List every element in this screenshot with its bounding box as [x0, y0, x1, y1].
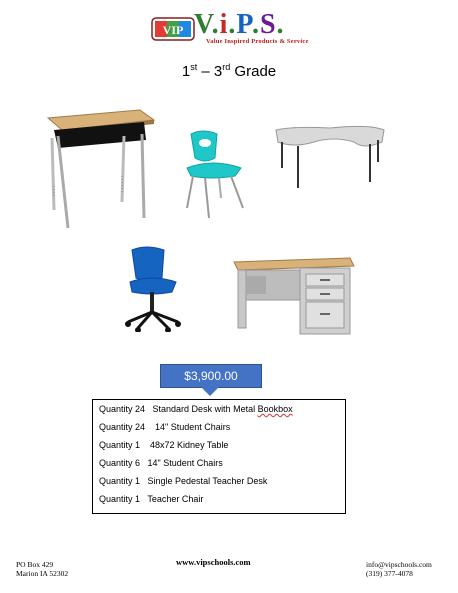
footer-website[interactable]: www.vipschools.com — [176, 557, 251, 567]
teacher-desk-image — [232, 256, 356, 338]
list-item: Quantity 1 Single Pedestal Teacher Desk — [99, 476, 268, 486]
logo-wordmark: V.i.P.S. — [194, 9, 285, 40]
teacher-chair-image — [124, 244, 182, 332]
address-line: Marion IA 52302 — [16, 569, 69, 578]
list-item: Quantity 24 14" Student Chairs — [99, 422, 231, 432]
address-line: PO Box 429 — [16, 560, 54, 569]
list-item: Quantity 6 14" Student Chairs — [99, 458, 223, 468]
logo-tagline: Value Inspired Products & Service — [206, 38, 309, 45]
footer-contact — [366, 560, 432, 578]
student-chair-teal-image — [183, 128, 245, 220]
list-item: Quantity 1 Teacher Chair — [99, 494, 204, 504]
footer-email[interactable]: info@vipschools.com — [366, 560, 432, 569]
price-callout: $3,900.00 — [160, 364, 262, 388]
student-desk-image — [44, 106, 156, 230]
list-item: Quantity 24 Standard Desk with Metal Bookbox — [99, 404, 293, 414]
badge-text: VIP — [162, 23, 184, 37]
item-list — [92, 399, 346, 514]
kidney-table-image — [274, 124, 386, 190]
page-title: 1st – 3rd Grade — [181, 62, 277, 80]
list-item: Quantity 1 48x72 Kidney Table — [99, 440, 229, 450]
callout-arrow-icon — [201, 387, 219, 396]
footer-phone: (319) 377-4078 — [366, 569, 413, 578]
footer-address — [16, 560, 68, 578]
vip-badge-icon — [150, 16, 196, 42]
vips-logo — [150, 10, 310, 48]
